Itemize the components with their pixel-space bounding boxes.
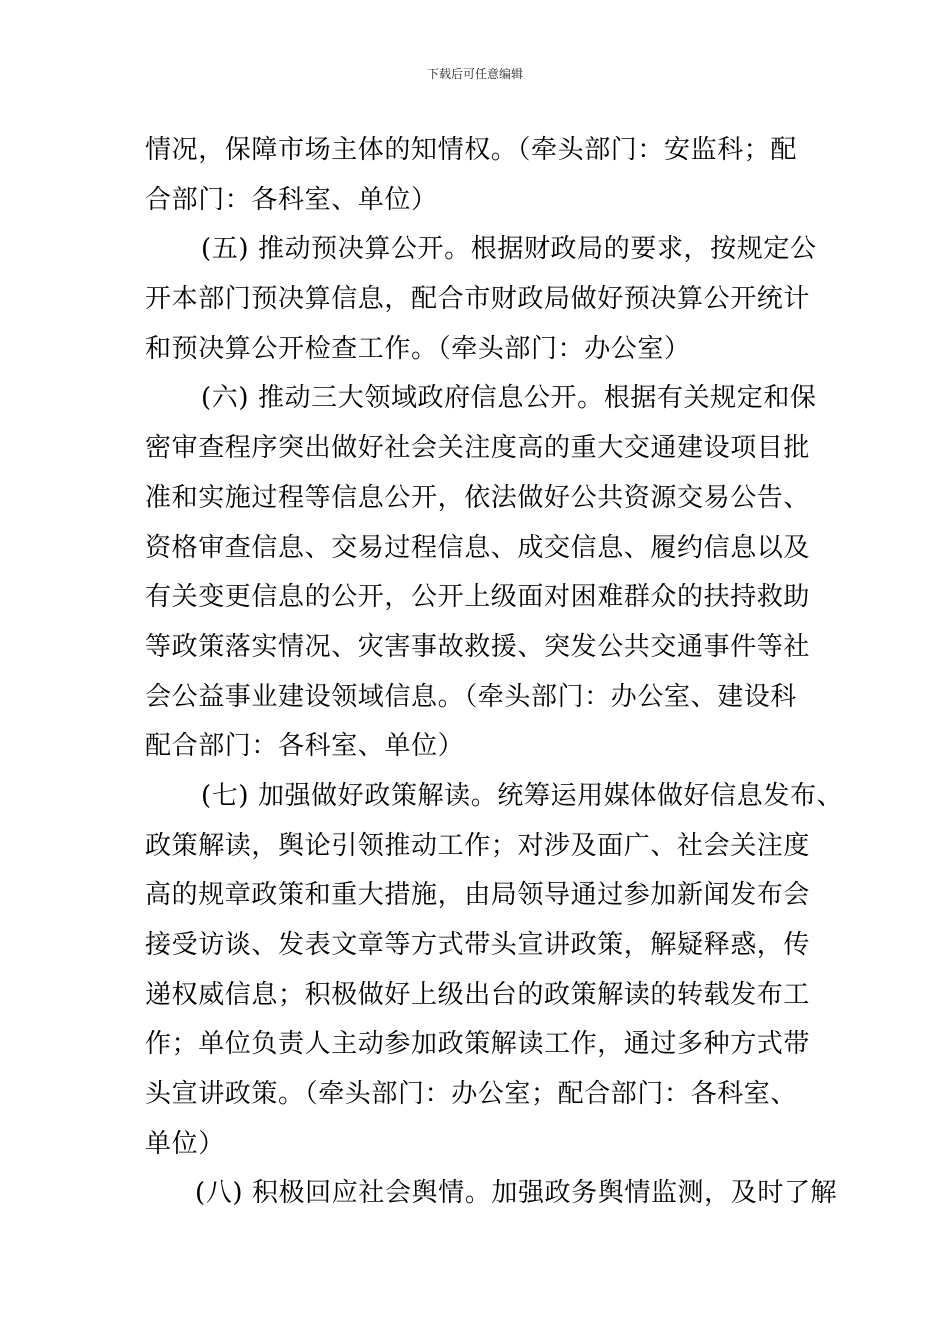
text-line: 政策解读，舆论引领推动工作；对涉及面广、社会关注度 <box>145 830 811 861</box>
text-line: 开本部门预决算信息，配合市财政局做好预决算公开统计 <box>145 284 811 315</box>
text-line: 密审查程序突出做好社会关注度高的重大交通建设项目批 <box>145 433 811 464</box>
section-7-heading-line: (七) 加强做好政策解读。统筹运用媒体做好信息发布、 <box>201 780 844 811</box>
text-line: 准和实施过程等信息公开，依法做好公共资源交易公告、 <box>145 482 811 513</box>
text-line: 和预决算公开检查工作。（牵头部门：办公室） <box>145 333 691 364</box>
text-line: 作；单位负责人主动参加政策解读工作，通过多种方式带 <box>145 1029 811 1060</box>
text-line: 会公益事业建设领域信息。（牵头部门：办公室、建设科 <box>145 681 798 712</box>
text-line: 等政策落实情况、灾害事故救援、突发公共交通事件等社 <box>145 631 811 662</box>
text-line: 资格审查信息、交易过程信息、成交信息、履约信息以及 <box>145 532 811 563</box>
page-header: 下载后可任意编辑 <box>426 67 523 81</box>
text-line: 高的规章政策和重大措施，由局领导通过参加新闻发布会 <box>145 880 811 911</box>
document-body <box>145 126 844 1219</box>
text-line: 合部门：各科室、单位） <box>145 184 438 215</box>
section-6-heading-line: (六) 推动三大领域政府信息公开。根据有关规定和保 <box>201 383 817 414</box>
text-line: 有关变更信息的公开，公开上级面对困难群众的扶持救助 <box>145 582 811 613</box>
section-8-heading-line: (八) 积极回应社会舆情。加强政务舆情监测，及时了解 <box>195 1178 838 1209</box>
text-line: 单位） <box>145 1128 225 1159</box>
text-line: 配合部门：各科室、单位） <box>145 731 465 762</box>
text-line: 接受访谈、发表文章等方式带头宣讲政策，解疑释惑，传 <box>145 930 811 960</box>
text-line: 情况，保障市场主体的知情权。（牵头部门：安监科；配 <box>145 135 798 165</box>
text-line: 递权威信息；积极做好上级出台的政策解读的转载发布工 <box>145 979 811 1010</box>
section-5-heading-line: (五) 推动预决算公开。根据财政局的要求，按规定公 <box>201 234 817 265</box>
text-line: 头宣讲政策。（牵头部门：办公室；配合部门：各科室、 <box>145 1079 798 1110</box>
